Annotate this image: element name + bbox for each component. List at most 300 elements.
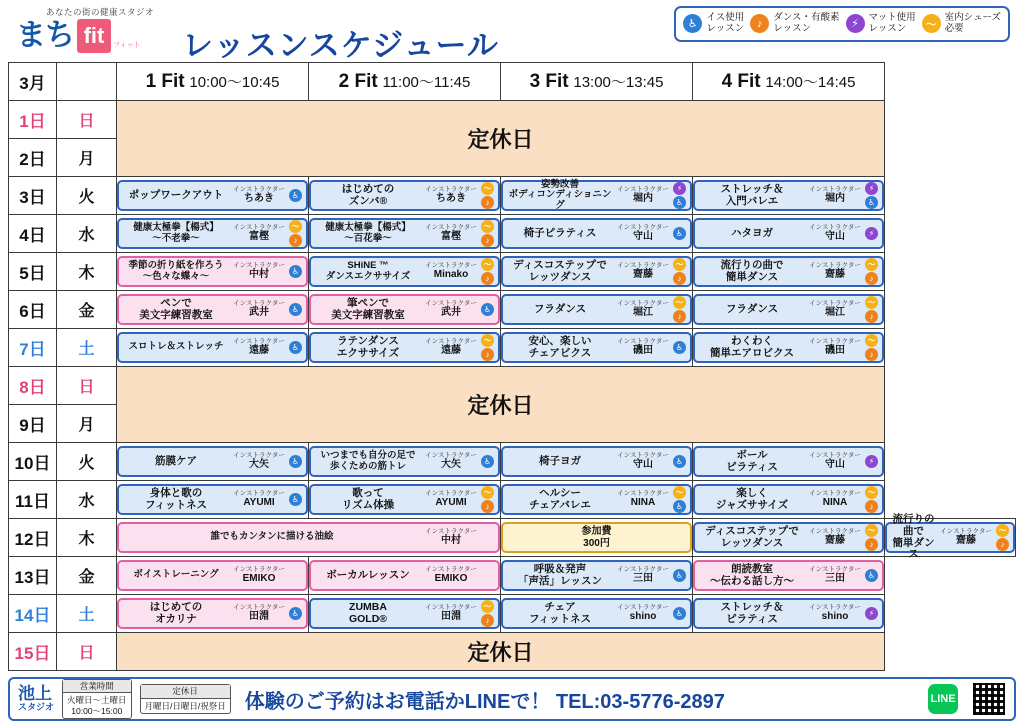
class-icons <box>480 258 495 285</box>
dance-icon: ♪ <box>481 500 494 513</box>
class-card[interactable] <box>501 332 692 363</box>
chair-icon: ♿ <box>673 569 686 582</box>
row-dow: 水 <box>57 215 117 253</box>
line-icon[interactable]: LINE <box>928 684 958 714</box>
schedule-table <box>8 62 1016 671</box>
brand-mark-icon <box>77 19 111 53</box>
table-row <box>9 177 1016 215</box>
row-day: 2日 <box>9 139 57 177</box>
class-card[interactable] <box>501 294 692 325</box>
legend-label-dance: ダンス・有酸素 レッスン <box>773 12 840 34</box>
chair-icon: ♿ <box>683 14 702 33</box>
shoes-icon: 〜 <box>865 258 878 271</box>
class-card[interactable] <box>309 332 500 363</box>
row-day: 6日 <box>9 291 57 329</box>
instructor: インストラクター ちあき <box>425 185 477 204</box>
schedule-cell[interactable] <box>693 595 885 633</box>
class-card[interactable] <box>501 446 692 477</box>
class-card[interactable] <box>501 180 692 211</box>
instructor: インストラクター NINA <box>809 489 861 508</box>
class-card[interactable] <box>117 332 308 363</box>
class-icons <box>672 569 687 582</box>
schedule-cell[interactable] <box>501 557 693 595</box>
instructor: インストラクター 三田 <box>809 565 861 584</box>
class-name: 椅子ピラティス <box>523 226 597 239</box>
row-day: 8日 <box>9 367 57 405</box>
class-card[interactable] <box>309 256 500 287</box>
instructor: インストラクター EMIKO <box>233 565 285 584</box>
brand-mark-text: fit <box>83 23 105 48</box>
class-card[interactable] <box>309 180 500 211</box>
shoes-icon: 〜 <box>481 182 494 195</box>
instructor: インストラクター 磯田 <box>809 337 861 356</box>
schedule-cell[interactable] <box>117 253 309 291</box>
class-name: ハタヨガ <box>731 226 773 239</box>
class-name: わくわく 簡単エアロビクス <box>710 334 794 359</box>
schedule-cell[interactable] <box>117 177 309 215</box>
class-icons <box>864 524 879 551</box>
instructor: インストラクター 齋藤 <box>809 527 861 546</box>
schedule-cell[interactable] <box>501 595 693 633</box>
dance-icon: ♪ <box>996 538 1009 551</box>
instructor: インストラクター 守山 <box>617 451 669 470</box>
class-name: 季節の折り紙を作ろう 〜色々な蝶々〜 <box>128 259 224 282</box>
shoes-icon: 〜 <box>673 486 686 499</box>
instructor: インストラクター ちあき <box>233 185 285 204</box>
class-name: ディスコステップで レッツダンス <box>705 524 799 549</box>
class-icons <box>288 493 303 506</box>
schedule-cell[interactable] <box>501 443 693 481</box>
class-card[interactable] <box>693 446 884 477</box>
class-card[interactable] <box>501 218 692 249</box>
closed-days-body: 月曜日/日曜日/祝祭日 <box>144 700 226 711</box>
dance-icon: ♪ <box>865 348 878 361</box>
schedule-cell[interactable] <box>501 291 693 329</box>
header-slot-2: 2 Fit 11:00〜11:45 <box>309 63 501 101</box>
class-name: ZUMBA GOLD® <box>348 600 388 625</box>
dance-icon: ♪ <box>865 538 878 551</box>
schedule-cell[interactable] <box>117 215 309 253</box>
schedule-cell[interactable] <box>693 253 885 291</box>
instructor: インストラクター 富樫 <box>425 223 477 242</box>
class-icons <box>480 600 495 627</box>
row-dow: 火 <box>57 177 117 215</box>
instructor: インストラクター 武井 <box>233 299 285 318</box>
class-name: ヘルシー チェアバレエ <box>529 486 591 511</box>
chair-icon: ♿ <box>673 196 686 209</box>
class-name: 楽しく ジャズササイズ <box>715 486 789 511</box>
instructor: インストラクター 齋藤 <box>617 261 669 280</box>
dance-icon: ♪ <box>289 234 302 247</box>
class-name: 身体と歌の フィットネス <box>144 486 208 511</box>
table-row <box>9 557 1016 595</box>
instructor: インストラクター shino <box>617 603 669 622</box>
header-slot-3: 3 Fit 13:00〜13:45 <box>501 63 693 101</box>
dance-icon: ♪ <box>865 310 878 323</box>
row-day: 3日 <box>9 177 57 215</box>
instructor: インストラクター Minako <box>425 261 477 280</box>
row-day: 13日 <box>9 557 57 595</box>
class-card[interactable] <box>693 484 884 515</box>
chair-icon: ♿ <box>289 265 302 278</box>
dance-icon: ♪ <box>673 272 686 285</box>
class-card[interactable] <box>117 560 308 591</box>
shoes-icon: 〜 <box>865 334 878 347</box>
class-icons <box>864 486 879 513</box>
brand-name: まち <box>16 19 74 52</box>
class-card[interactable] <box>309 484 500 515</box>
instructor: インストラクター 大矢 <box>425 451 477 470</box>
legend-label-shoes: 室内シューズ 必要 <box>944 12 1001 34</box>
dance-icon: ♪ <box>481 272 494 285</box>
contact-cta: 体験のご予約はお電話かLINEで！ TEL:03-5776-2897 <box>244 690 725 713</box>
schedule-cell[interactable] <box>117 291 309 329</box>
class-card[interactable] <box>309 598 500 629</box>
table-row <box>9 367 1016 405</box>
class-card[interactable] <box>885 513 1015 561</box>
table-row <box>9 253 1016 291</box>
closed-day-banner: 定休日 <box>117 101 885 177</box>
class-icons <box>480 303 495 316</box>
instructor: インストラクター AYUMI <box>233 489 285 508</box>
row-dow: 木 <box>57 519 117 557</box>
class-card[interactable] <box>693 294 884 325</box>
class-name: 誰でもカンタンに描ける油絵 <box>210 531 334 543</box>
chair-icon: ♿ <box>289 607 302 620</box>
instructor: インストラクター 富樫 <box>233 223 285 242</box>
instructor: インストラクター 三田 <box>617 565 669 584</box>
instructor: インストラクター 遠藤 <box>233 337 285 356</box>
schedule-cell[interactable] <box>693 215 885 253</box>
instructor: インストラクター 堀江 <box>617 299 669 318</box>
class-card[interactable] <box>693 180 884 211</box>
table-row <box>9 595 1016 633</box>
shoes-icon: 〜 <box>922 14 941 33</box>
class-icons <box>672 258 687 285</box>
class-icons <box>288 455 303 468</box>
schedule-cell[interactable] <box>693 177 885 215</box>
instructor: インストラクター 堀内 <box>617 185 669 204</box>
table-row <box>9 329 1016 367</box>
class-name: 朗読教室 〜伝わる話し方〜 <box>710 562 794 587</box>
schedule-cell[interactable] <box>309 481 501 519</box>
dance-icon: ♪ <box>750 14 769 33</box>
instructor: インストラクター 大矢 <box>233 451 285 470</box>
instructor: インストラクター 堀江 <box>809 299 861 318</box>
class-card[interactable] <box>117 522 500 553</box>
mat-icon: ⚡ <box>865 227 878 240</box>
row-dow: 金 <box>57 557 117 595</box>
instructor: インストラクター 守山 <box>617 223 669 242</box>
instructor: インストラクター 田淵 <box>233 603 285 622</box>
chair-icon: ♿ <box>481 303 494 316</box>
instructor: インストラクター NINA <box>617 489 669 508</box>
class-icons <box>864 258 879 285</box>
class-name: SHiNE ™ ダンスエクササイズ <box>325 259 411 282</box>
schedule-cell[interactable] <box>117 329 309 367</box>
schedule-cell[interactable] <box>117 443 309 481</box>
chair-icon: ♿ <box>673 227 686 240</box>
schedule-cell[interactable] <box>693 329 885 367</box>
class-card[interactable] <box>117 294 308 325</box>
schedule-cell[interactable] <box>309 329 501 367</box>
class-name: チェア フィットネス <box>528 600 592 625</box>
chair-icon: ♿ <box>865 196 878 209</box>
class-icons <box>288 341 303 354</box>
class-card[interactable] <box>501 484 692 515</box>
class-icons <box>672 296 687 323</box>
row-day: 5日 <box>9 253 57 291</box>
instructor: インストラクター 齋藤 <box>809 261 861 280</box>
class-icons <box>672 455 687 468</box>
class-name: 姿勢改善 ボディコンディショニング <box>508 178 612 211</box>
class-name: ストレッチ＆ 入門バレエ <box>720 182 784 207</box>
row-dow: 水 <box>57 481 117 519</box>
table-row <box>9 481 1016 519</box>
class-card[interactable] <box>501 560 692 591</box>
class-name: ボール ピラティス <box>726 448 778 473</box>
mat-icon: ⚡ <box>865 455 878 468</box>
chair-icon: ♿ <box>865 569 878 582</box>
instructor: インストラクター 中村 <box>425 527 477 546</box>
class-card[interactable] <box>693 522 884 553</box>
schedule-cell[interactable] <box>693 557 885 595</box>
class-icons <box>995 524 1010 551</box>
legend-label-mat: マット使用 レッスン <box>868 12 916 34</box>
table-row <box>9 443 1016 481</box>
schedule-cell[interactable] <box>309 291 501 329</box>
mat-icon: ⚡ <box>846 14 865 33</box>
class-name: ラテンダンス エクササイズ <box>336 334 400 359</box>
row-dow: 金 <box>57 291 117 329</box>
class-name: 流行りの曲で 簡単ダンス <box>892 513 935 561</box>
class-name: ボイストレーニング <box>133 569 219 581</box>
class-card[interactable] <box>117 256 308 287</box>
class-name: 流行りの曲で 簡単ダンス <box>720 258 784 283</box>
schedule-cell[interactable] <box>885 513 1016 561</box>
page-header <box>0 0 1024 62</box>
chair-icon: ♿ <box>289 341 302 354</box>
legend-item-dance <box>750 13 839 35</box>
mat-icon: ⚡ <box>865 607 878 620</box>
class-name: 健康太極拳【楊式】 〜不老拳〜 <box>133 221 219 244</box>
dance-icon: ♪ <box>481 614 494 627</box>
qr-code-icon <box>972 682 1006 716</box>
chair-icon: ♿ <box>673 455 686 468</box>
dance-icon: ♪ <box>865 272 878 285</box>
business-hours-box <box>62 679 132 720</box>
closed-day-banner: 定休日 <box>117 633 885 671</box>
class-name: ペンで 美文字練習教室 <box>139 296 213 321</box>
class-icons <box>672 486 687 513</box>
chair-icon: ♿ <box>289 455 302 468</box>
schedule-cell[interactable] <box>117 519 501 557</box>
shoes-icon: 〜 <box>289 220 302 233</box>
class-icons <box>672 227 687 240</box>
class-icons <box>480 455 495 468</box>
chair-icon: ♿ <box>289 303 302 316</box>
chair-icon: ♿ <box>673 607 686 620</box>
closed-day-banner: 定休日 <box>117 367 885 443</box>
legend-item-shoes <box>922 13 1001 35</box>
row-dow: 日 <box>57 633 117 671</box>
row-day: 14日 <box>9 595 57 633</box>
schedule-cell[interactable] <box>309 443 501 481</box>
class-name: スロトレ＆ストレッチ <box>128 341 224 353</box>
legend-label-chair: イス使用 レッスン <box>706 12 745 34</box>
class-card[interactable] <box>501 256 692 287</box>
class-icons <box>864 607 879 620</box>
class-card[interactable] <box>117 180 308 211</box>
schedule-cell[interactable] <box>501 329 693 367</box>
class-icons <box>864 227 879 240</box>
class-name: フラダンス <box>533 302 587 315</box>
row-dow: 土 <box>57 595 117 633</box>
row-dow: 木 <box>57 253 117 291</box>
class-card[interactable] <box>693 560 884 591</box>
class-card[interactable] <box>117 446 308 477</box>
row-day: 12日 <box>9 519 57 557</box>
row-dow: 土 <box>57 329 117 367</box>
chair-icon: ♿ <box>481 455 494 468</box>
schedule-cell[interactable] <box>693 519 885 557</box>
class-card[interactable] <box>309 560 500 591</box>
instructor: インストラクター shino <box>809 603 861 622</box>
schedule-cell[interactable] <box>117 481 309 519</box>
class-card[interactable] <box>117 484 308 515</box>
class-name: 筆ペンで 美文字練習教室 <box>331 296 405 321</box>
class-card[interactable] <box>117 598 308 629</box>
row-day: 4日 <box>9 215 57 253</box>
schedule-cell[interactable] <box>501 481 693 519</box>
schedule-cell[interactable] <box>309 595 501 633</box>
class-card[interactable] <box>117 218 308 249</box>
chair-icon: ♿ <box>289 189 302 202</box>
shoes-icon: 〜 <box>481 334 494 347</box>
brand-logo <box>16 6 176 53</box>
legend-item-mat <box>846 13 916 35</box>
class-card[interactable] <box>309 218 500 249</box>
dance-icon: ♪ <box>865 500 878 513</box>
mat-icon: ⚡ <box>865 182 878 195</box>
class-icons <box>480 334 495 361</box>
schedule-cell[interactable] <box>501 253 693 291</box>
schedule-cell[interactable] <box>309 253 501 291</box>
class-icons <box>864 334 879 361</box>
table-header-row <box>9 63 1016 101</box>
class-icons <box>480 486 495 513</box>
shoes-icon: 〜 <box>865 486 878 499</box>
instructor: インストラクター 遠藤 <box>425 337 477 356</box>
class-icons <box>864 182 879 209</box>
class-name: フラダンス <box>725 302 779 315</box>
class-icons <box>288 607 303 620</box>
class-card[interactable] <box>693 256 884 287</box>
instructor: インストラクター 堀内 <box>809 185 861 204</box>
class-card[interactable] <box>501 598 692 629</box>
class-name: ボーカルレッスン <box>326 568 410 581</box>
class-card[interactable] <box>309 294 500 325</box>
schedule-cell[interactable] <box>309 557 501 595</box>
class-name: ポップワークアウト <box>128 188 224 201</box>
row-dow: 日 <box>57 367 117 405</box>
schedule-cell[interactable] <box>309 177 501 215</box>
class-name: はじめての ズンバ® <box>341 182 395 207</box>
class-icons <box>288 220 303 247</box>
mat-icon: ⚡ <box>673 182 686 195</box>
class-card[interactable] <box>693 598 884 629</box>
class-name: 健康太極拳【楊式】 〜百花拳〜 <box>325 221 411 244</box>
class-icons <box>288 265 303 278</box>
shoes-icon: 〜 <box>865 524 878 537</box>
page-title: レッスンスケジュール <box>182 28 499 63</box>
class-icons <box>672 607 687 620</box>
instructor: インストラクター 磯田 <box>617 337 669 356</box>
schedule-cell[interactable] <box>309 215 501 253</box>
header-blank <box>57 63 117 101</box>
header-month: 3月 <box>9 63 57 101</box>
shoes-icon: 〜 <box>673 258 686 271</box>
shoes-icon: 〜 <box>481 220 494 233</box>
shoes-icon: 〜 <box>865 296 878 309</box>
instructor: インストラクター 中村 <box>233 261 285 280</box>
schedule-cell[interactable] <box>693 443 885 481</box>
row-dow: 月 <box>57 139 117 177</box>
row-day: 9日 <box>9 405 57 443</box>
instructor: インストラクター AYUMI <box>425 489 477 508</box>
table-row <box>9 291 1016 329</box>
table-row <box>9 633 1016 671</box>
class-card[interactable] <box>309 446 500 477</box>
row-day: 15日 <box>9 633 57 671</box>
schedule-cell[interactable] <box>501 519 693 557</box>
header-slot-1: 1 Fit 10:00〜10:45 <box>117 63 309 101</box>
dance-icon: ♪ <box>481 196 494 209</box>
class-name: はじめての オカリナ <box>149 600 203 625</box>
class-card[interactable] <box>693 218 884 249</box>
business-hours-body: 火曜日〜土曜日 10:00〜15:00 <box>67 695 127 716</box>
row-day: 1日 <box>9 101 57 139</box>
class-name: 呼吸＆発声 「声活」レッスン <box>518 562 602 587</box>
chair-icon: ♿ <box>673 341 686 354</box>
class-name: いつまでも自分の足で 歩くための筋トレ <box>320 449 416 472</box>
class-name: 筋膜ケア <box>155 454 197 467</box>
brand-tagline: あなたの街の健康スタジオ <box>46 7 155 17</box>
schedule-cell[interactable] <box>501 177 693 215</box>
schedule-cell[interactable] <box>117 557 309 595</box>
schedule-cell[interactable] <box>501 215 693 253</box>
legend-item-chair <box>683 13 744 35</box>
footer <box>8 677 1016 721</box>
class-card[interactable] <box>693 332 884 363</box>
studio-name: 池上 スタジオ <box>18 684 55 713</box>
class-name: 安心、楽しい チェアビクス <box>528 334 592 359</box>
schedule-cell[interactable] <box>117 595 309 633</box>
schedule-cell[interactable] <box>693 291 885 329</box>
shoes-icon: 〜 <box>481 258 494 271</box>
instructor: インストラクター 齋藤 <box>940 527 992 546</box>
class-icons <box>672 182 687 209</box>
schedule-cell[interactable] <box>693 481 885 519</box>
class-icons <box>864 455 879 468</box>
fee-badge: 参加費 300円 <box>501 522 692 553</box>
closed-days-box <box>140 684 231 714</box>
shoes-icon: 〜 <box>996 524 1009 537</box>
class-name: 歌って リズム体操 <box>341 486 395 511</box>
closed-days-head: 定休日 <box>141 685 230 699</box>
row-day: 10日 <box>9 443 57 481</box>
business-hours-head: 営業時間 <box>63 680 131 694</box>
